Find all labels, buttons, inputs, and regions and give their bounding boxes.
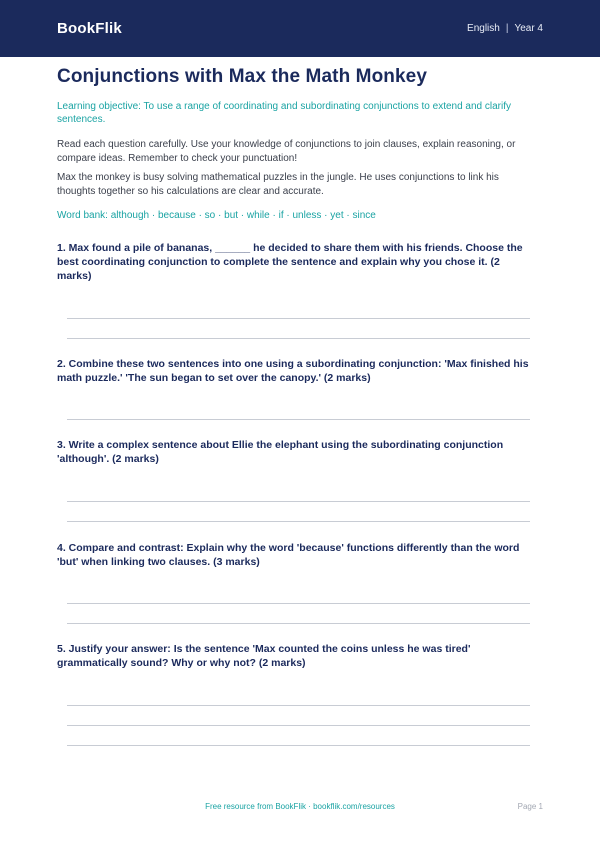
question-3: 3. Write a complex sentence about Ellie the elephant using the subordinating conjunction 'although'. (2 marks) <box>57 439 504 465</box>
top-banner <box>0 0 600 57</box>
page-title: Conjunctions with Max the Math Monkey <box>57 66 427 87</box>
question-2: 2. Combine these two sentences into one using a subordinating conjunction: 'Max finished his math puzzle.' 'The sun began to set over the canopy.' (2 marks) <box>57 358 529 384</box>
answer-line[interactable] <box>67 419 530 420</box>
page-number: Page 1 <box>517 802 543 811</box>
brand-logo-text: BookFlik <box>57 20 122 37</box>
answer-line[interactable] <box>67 725 530 726</box>
answer-line[interactable] <box>67 521 530 522</box>
question-1: 1. Max found a pile of bananas, ______ he decided to share them with his friends. Choose the best coordinating conjunction to complete the sentence and explain why you chose it. (2 marks) <box>57 242 523 282</box>
story-paragraph: Max the monkey is busy solving mathematical puzzles in the jungle. He uses conjunctions to link his thoughts together so his calculations are clear and accurate. <box>57 172 499 197</box>
instructions-paragraph: Read each question carefully. Use your knowledge of conjunctions to join clauses, explain reasoning, or compare ideas. Remember to check your punctuation! <box>57 139 516 164</box>
footer-credit: Free resource from BookFlik · bookflik.com/resources <box>205 802 395 811</box>
answer-line[interactable] <box>67 705 530 706</box>
answer-line[interactable] <box>67 745 530 746</box>
answer-line[interactable] <box>67 338 530 339</box>
answer-line[interactable] <box>67 603 530 604</box>
answer-line[interactable] <box>67 501 530 502</box>
year-label: Year 4 <box>514 23 543 34</box>
learning-objective: Learning objective: To use a range of coordinating and subordinating conjunctions to extend and clarify sentences. <box>57 101 512 125</box>
subject-label: English <box>467 23 500 34</box>
answer-line[interactable] <box>67 623 530 624</box>
answer-line[interactable] <box>67 318 530 319</box>
subject-year-label <box>467 23 543 34</box>
word-bank: Word bank: although · because · so · but · while · if · unless · yet · since <box>57 210 376 221</box>
meta-separator: | <box>505 23 509 34</box>
question-4: 4. Compare and contrast: Explain why the word 'because' functions differently than the word 'but' when linking two clauses. (3 marks) <box>57 542 520 568</box>
question-5: 5. Justify your answer: Is the sentence 'Max counted the coins unless he was tired' grammatically sound? Why or why not? (2 marks) <box>57 643 471 669</box>
